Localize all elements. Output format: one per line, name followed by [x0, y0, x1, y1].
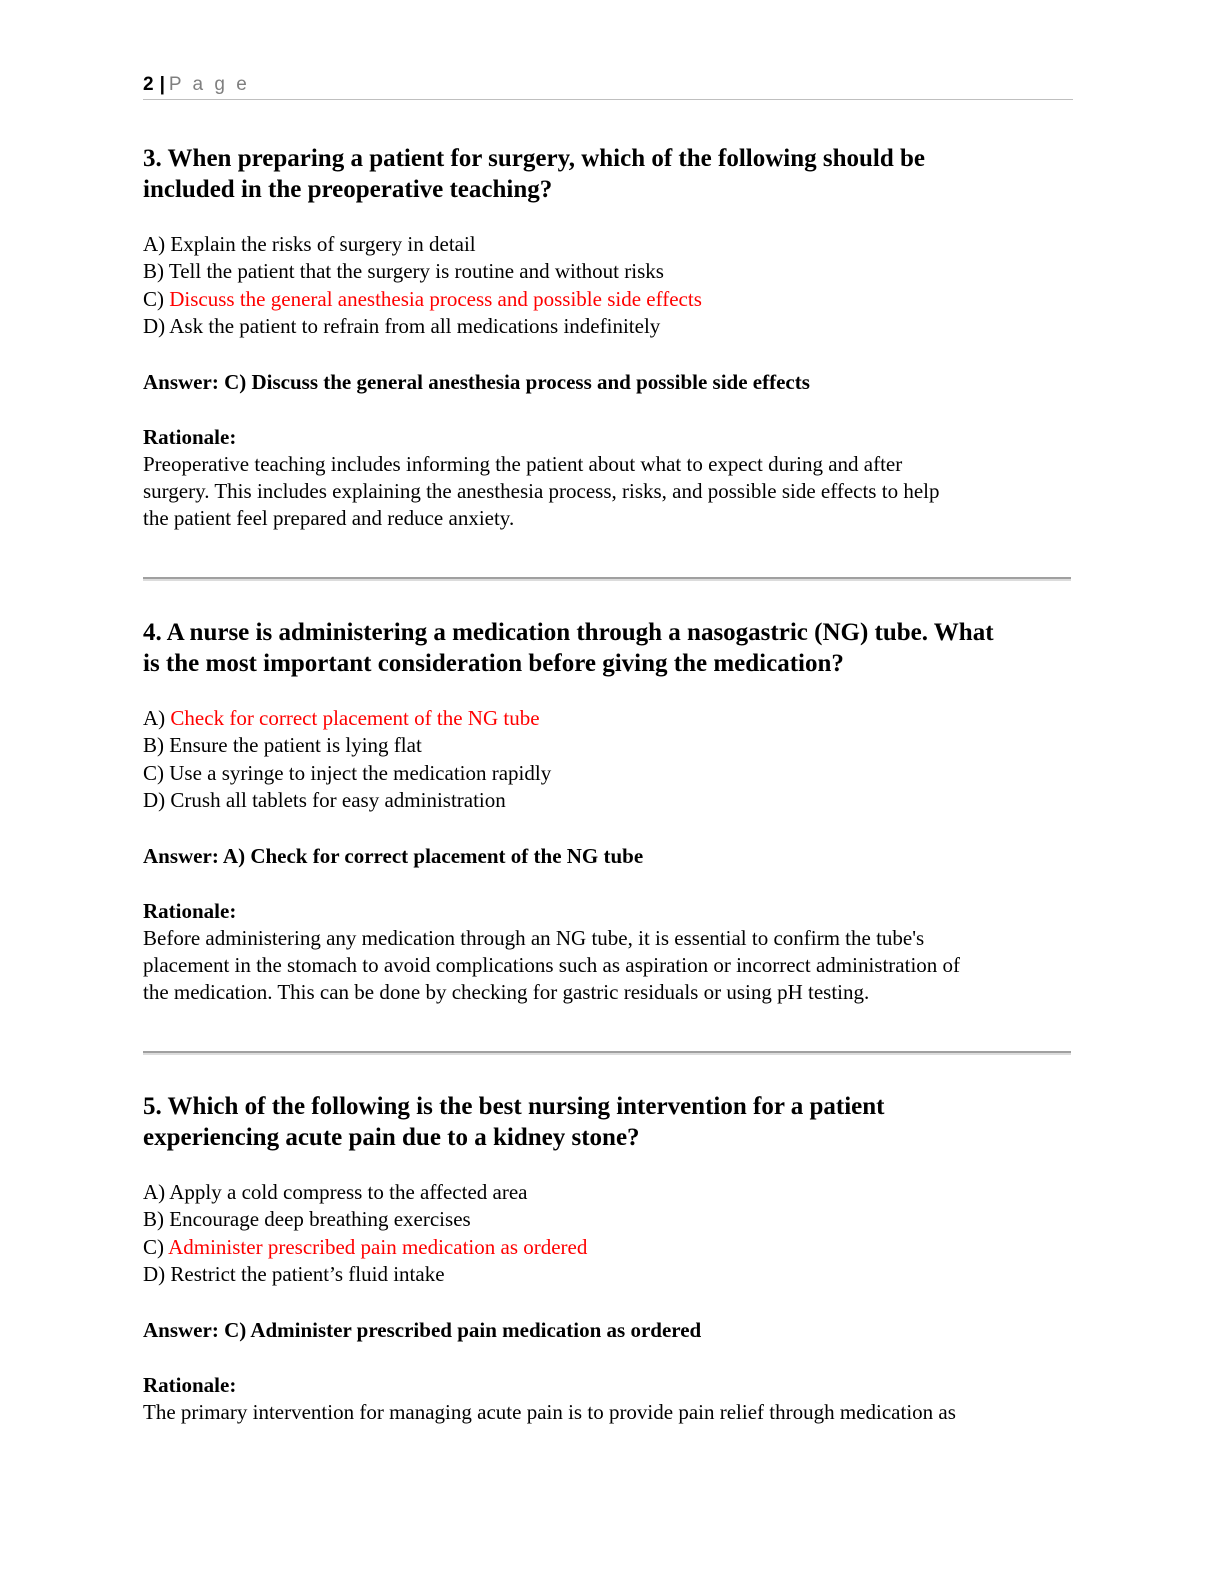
rationale-text — [143, 925, 994, 1007]
option-text: Restrict the patient’s fluid intake — [170, 1262, 445, 1287]
option-letter: C) — [143, 1234, 164, 1259]
question-title-line: 5. Which of the following is the best nursing intervention for a patient — [143, 1093, 885, 1120]
answer-line: Answer: C) Administer prescribed pain medication as ordered — [143, 1317, 702, 1342]
rationale-label: Rationale: — [143, 424, 237, 449]
option-letter: A) — [143, 1180, 166, 1204]
option-b — [143, 258, 939, 285]
option-letter: B) — [143, 733, 164, 758]
option-b — [143, 732, 994, 759]
option-text-correct: Discuss the general anesthesia process and possible side effects — [169, 286, 702, 311]
question-title — [143, 1091, 956, 1153]
option-a — [143, 705, 994, 732]
option-text: Explain the risks of surgery in detail — [170, 232, 476, 256]
option-letter: D) — [143, 1262, 166, 1287]
section-divider — [143, 1051, 1071, 1055]
rationale-text — [143, 1399, 956, 1426]
option-text-correct: Administer prescribed pain medication as ordered — [168, 1234, 588, 1259]
option-text: Ask the patient to refrain from all medications indefinitely — [169, 314, 661, 339]
rationale-text — [143, 451, 939, 533]
page-word: P a g e — [168, 74, 250, 95]
question-5 — [143, 1091, 956, 1426]
answer-options — [143, 705, 994, 815]
option-letter: C) — [143, 760, 164, 785]
rationale-line: Before administering any medication through an NG tube, it is essential to confirm the tube's — [143, 925, 925, 950]
option-a — [143, 1179, 956, 1206]
question-3 — [143, 143, 939, 533]
rationale-line: the medication. This can be done by checking for gastric residuals or using pH testing. — [143, 980, 870, 1005]
question-4 — [143, 617, 994, 1007]
option-b — [143, 1206, 956, 1233]
option-text: Crush all tablets for easy administration — [170, 788, 506, 813]
option-letter: D) — [143, 314, 166, 339]
question-title — [143, 617, 994, 679]
option-letter: D) — [143, 788, 166, 813]
option-text-correct: Check for correct placement of the NG tube — [170, 706, 540, 730]
rationale-line: the patient feel prepared and reduce anxiety. — [143, 506, 515, 531]
question-title-line: is the most important consideration before giving the medication? — [143, 650, 844, 677]
rationale-line: placement in the stomach to avoid complications such as aspiration or incorrect administration of — [143, 953, 961, 978]
option-text: Ensure the patient is lying flat — [169, 733, 422, 758]
answer-line: Answer: A) Check for correct placement of the NG tube — [143, 843, 644, 868]
option-text: Tell the patient that the surgery is routine and without risks — [168, 259, 664, 284]
option-c — [143, 1234, 956, 1261]
option-text: Use a syringe to inject the medication rapidly — [169, 760, 552, 785]
option-d — [143, 313, 939, 340]
option-letter: B) — [143, 259, 164, 284]
rationale-label: Rationale: — [143, 898, 237, 923]
option-c — [143, 760, 994, 787]
option-d — [143, 1261, 956, 1288]
answer-options — [143, 1179, 956, 1289]
answer-line: Answer: C) Discuss the general anesthesia process and possible side effects — [143, 369, 810, 394]
option-letter: A) — [143, 232, 166, 256]
section-divider — [143, 577, 1071, 581]
option-text: Apply a cold compress to the affected area — [169, 1180, 528, 1204]
option-a — [143, 231, 939, 258]
option-letter: C) — [143, 286, 164, 311]
page-number: 2 — [143, 74, 154, 95]
option-letter: A) — [143, 706, 166, 730]
question-title-line: 4. A nurse is administering a medication through a nasogastric (NG) tube. What — [143, 619, 994, 646]
option-c — [143, 286, 939, 313]
rationale-label: Rationale: — [143, 1372, 237, 1397]
question-title-line: 3. When preparing a patient for surgery, which of the following should be — [143, 145, 926, 172]
rationale-line: Preoperative teaching includes informing the patient about what to expect during and after — [143, 451, 903, 476]
rationale-line: The primary intervention for managing acute pain is to provide pain relief through medication as — [143, 1399, 956, 1424]
question-title — [143, 143, 939, 205]
document-page — [143, 70, 1073, 1424]
option-text: Encourage deep breathing exercises — [169, 1207, 471, 1232]
page-header — [143, 70, 1073, 100]
rationale-line: surgery. This includes explaining the anesthesia process, risks, and possible side effects to help — [143, 479, 940, 504]
question-title-line: included in the preoperative teaching? — [143, 176, 553, 203]
question-title-line: experiencing acute pain due to a kidney stone? — [143, 1124, 640, 1151]
option-d — [143, 787, 994, 814]
answer-options — [143, 231, 939, 341]
option-letter: B) — [143, 1207, 164, 1232]
header-separator: | — [159, 74, 165, 95]
